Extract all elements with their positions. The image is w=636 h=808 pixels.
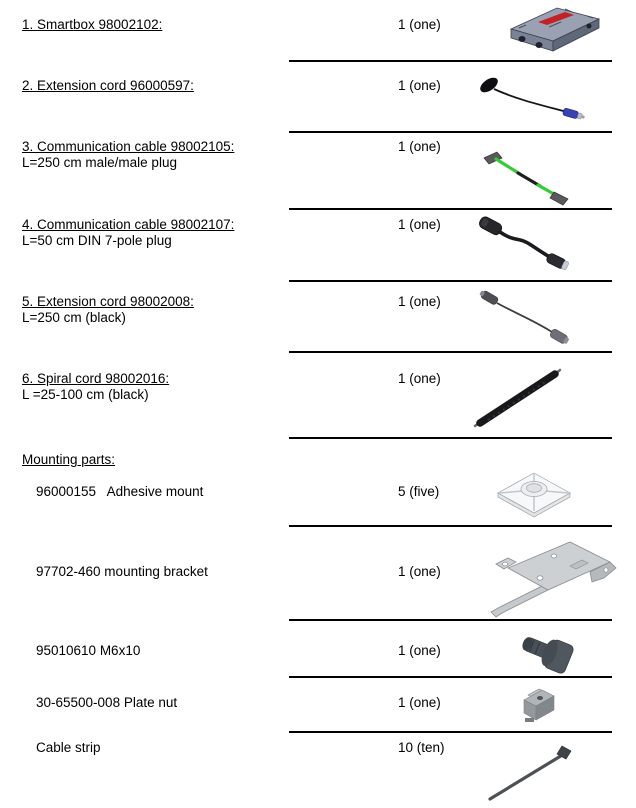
row-divider [289, 525, 612, 527]
item-title: 6. Spiral cord 98002016: [22, 371, 170, 386]
item-qty: 1 (one) [398, 564, 441, 579]
item-subtitle: L=250 cm (black) [22, 310, 126, 325]
mounting-item-label: 95010610 M6x10 [36, 643, 141, 658]
plate-nut-image [512, 680, 562, 728]
item-title: 2. Extension cord 96000597: [22, 78, 194, 93]
row-divider [289, 676, 612, 678]
item-qty: 1 (one) [398, 78, 441, 93]
mounting-item-label: 30-65500-008 Plate nut [36, 695, 178, 710]
item-subtitle: L =25-100 cm (black) [22, 387, 149, 402]
row-divider [289, 731, 612, 733]
item-qty: 1 (one) [398, 643, 441, 658]
extension-cord-black-image [477, 287, 572, 347]
row-divider [289, 131, 612, 133]
item-qty: 1 (one) [398, 371, 441, 386]
row-divider [289, 437, 612, 439]
adhesive-mount-image [494, 457, 574, 521]
item-qty: 5 (five) [398, 484, 440, 499]
din-cable-image [476, 213, 571, 271]
cable-strip-image [480, 742, 578, 804]
communication-cable-green-image [480, 147, 575, 209]
item-qty: 1 (one) [398, 17, 441, 32]
row-divider [289, 280, 612, 282]
item-title: 3. Communication cable 98002105: [22, 139, 235, 154]
mounting-parts-heading: Mounting parts: [22, 452, 116, 467]
spiral-cord-image [468, 363, 568, 431]
row-divider [289, 619, 612, 621]
row-divider [289, 351, 612, 353]
item-qty: 1 (one) [398, 695, 441, 710]
item-qty: 10 (ten) [398, 740, 445, 755]
mounting-item-label: 97702-460 mounting bracket [36, 564, 208, 579]
mounting-item-label: 96000155 Adhesive mount [36, 484, 204, 499]
item-title: 5. Extension cord 98002008: [22, 294, 194, 309]
smartbox-image [505, 3, 605, 55]
item-subtitle: L=50 cm DIN 7-pole plug [22, 233, 172, 248]
mounting-bracket-image [478, 532, 618, 622]
item-qty: 1 (one) [398, 217, 441, 232]
row-divider [289, 208, 612, 210]
item-title: 4. Communication cable 98002107: [22, 217, 235, 232]
mounting-item-label: Cable strip [36, 740, 101, 755]
item-subtitle: L=250 cm male/male plug [22, 155, 177, 170]
extension-cord-blue-image [473, 70, 588, 125]
row-divider [289, 60, 612, 62]
item-qty: 1 (one) [398, 139, 441, 154]
item-qty: 1 (one) [398, 294, 441, 309]
item-title: 1. Smartbox 98002102: [22, 17, 163, 32]
screw-image [512, 632, 582, 676]
